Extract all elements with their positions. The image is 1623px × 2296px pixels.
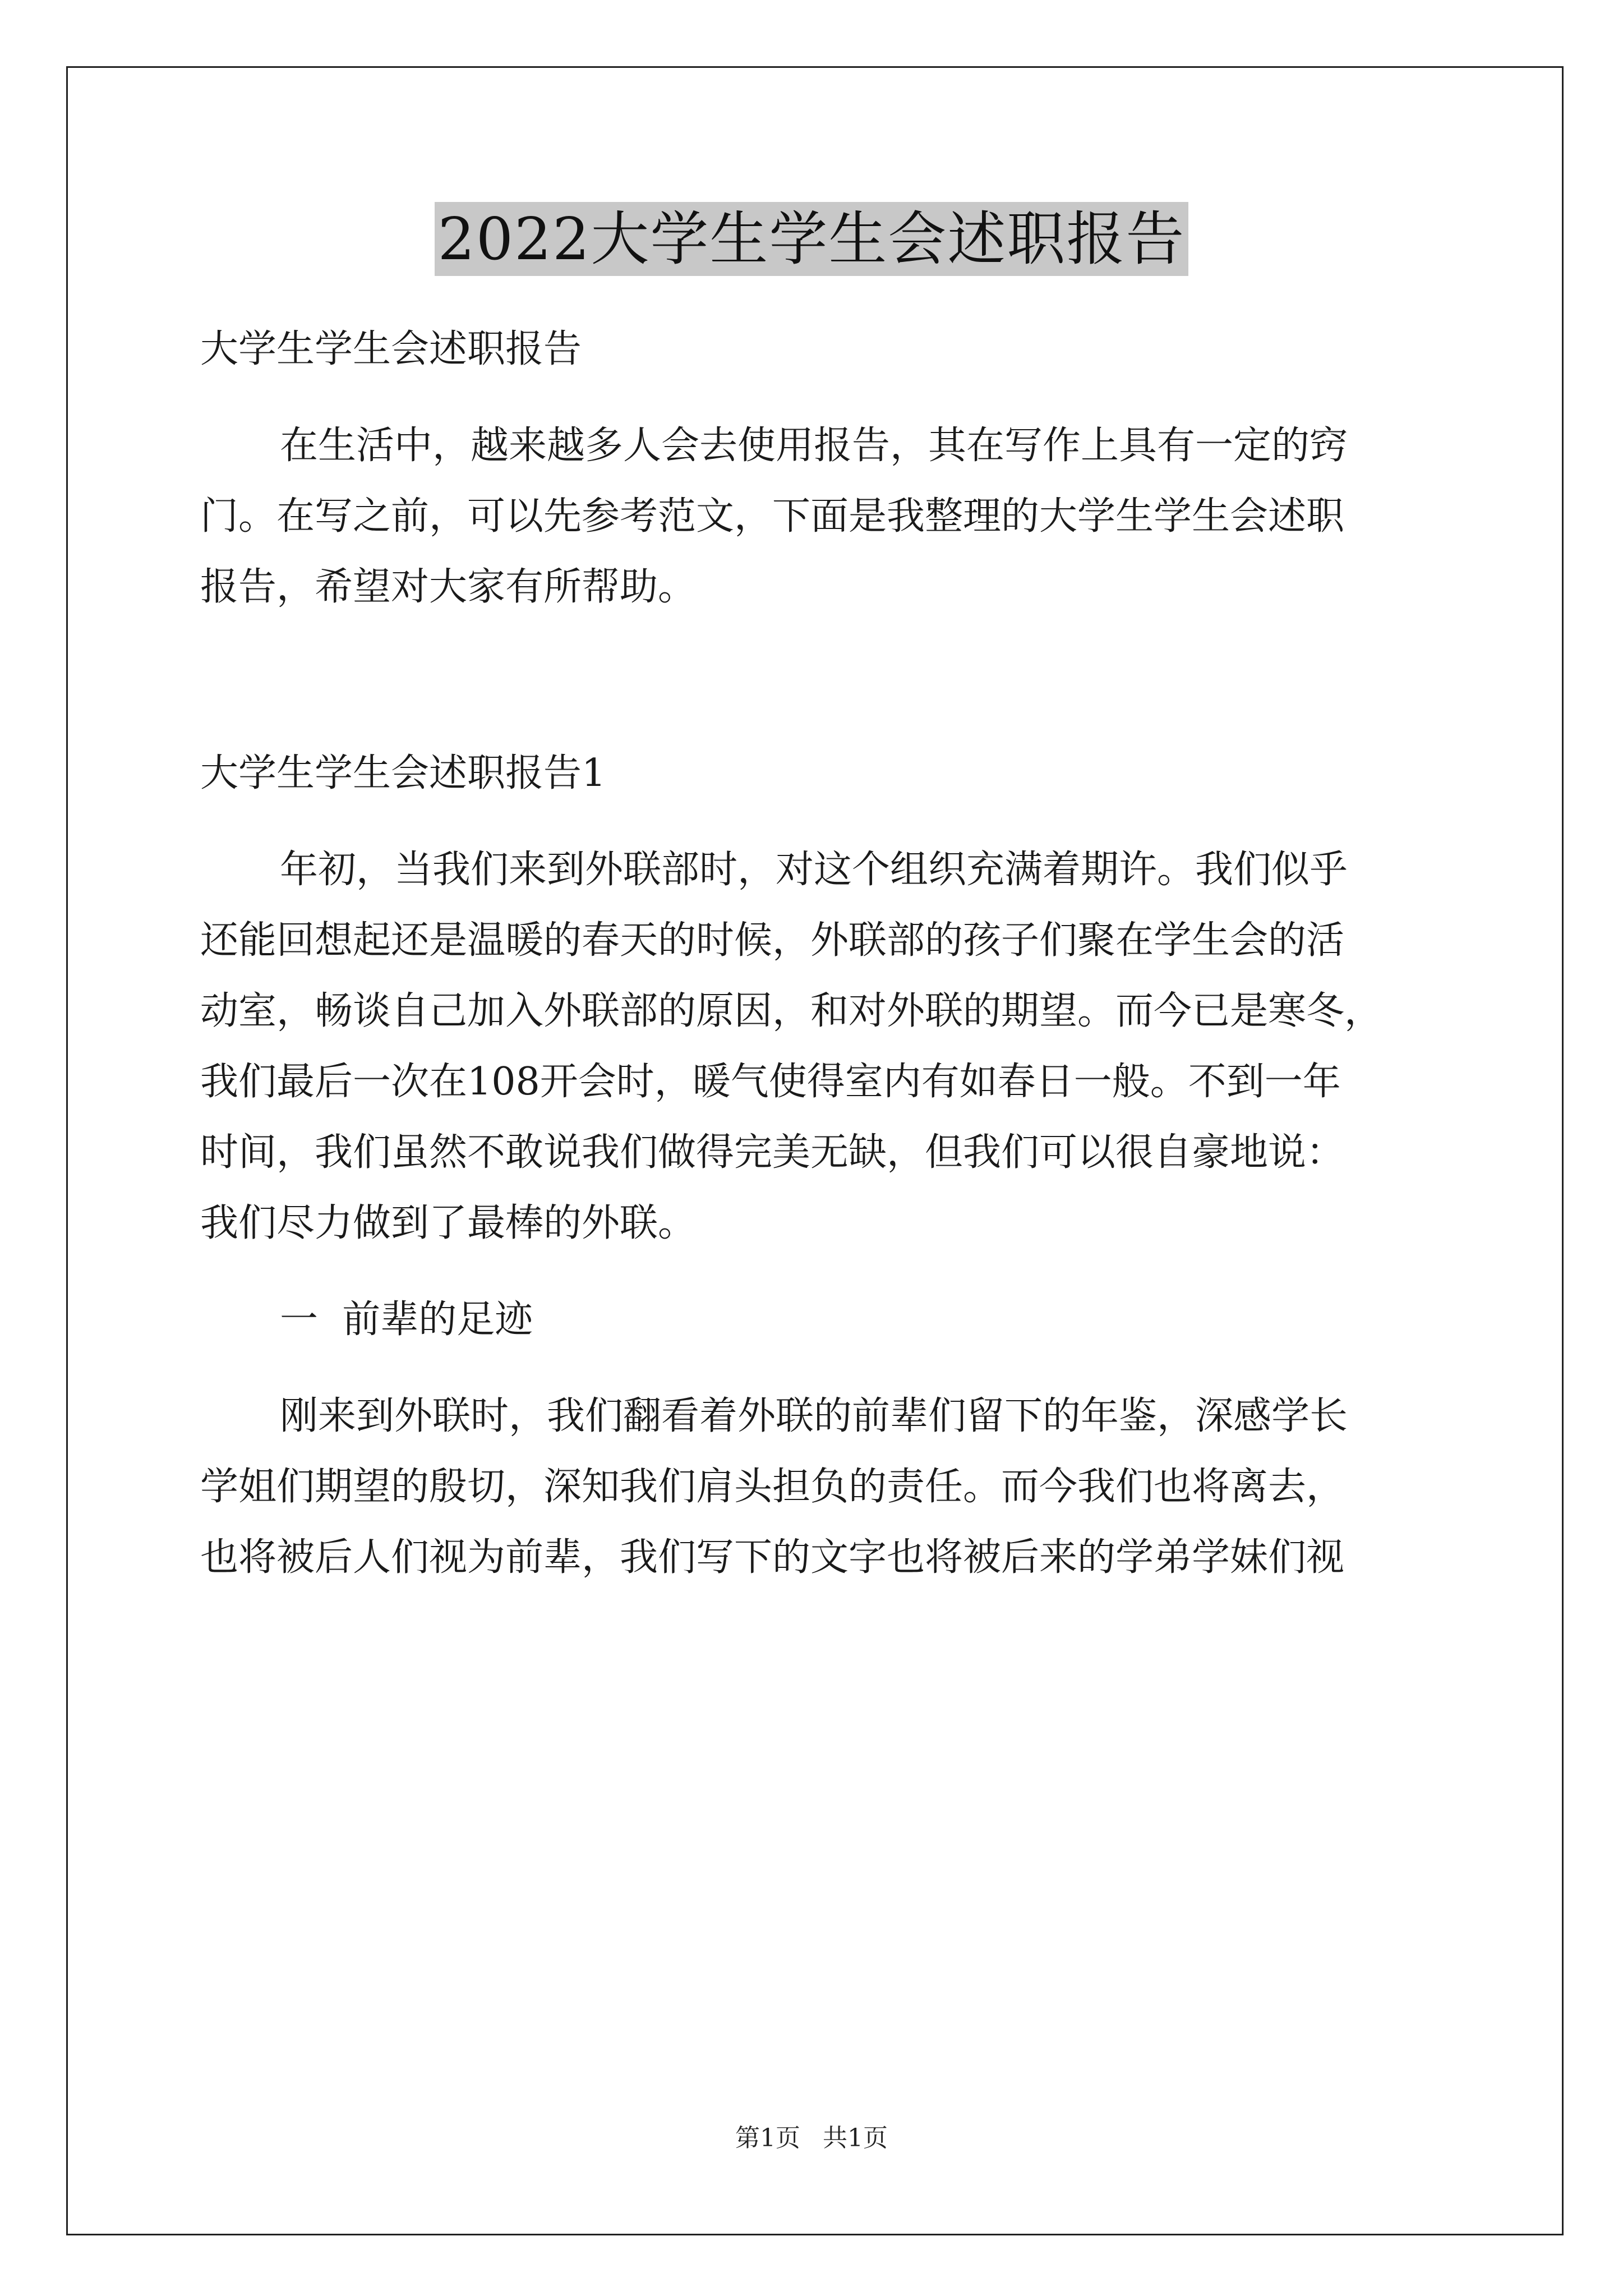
intro-line-2: 门。在写之前，可以先参考范文，下面是我整理的大学生学生会述职 [200,494,1345,539]
section1-para2-line-2: 学姐们期望的殷切，深知我们肩头担负的责任。而今我们也将离去， [200,1465,1345,1509]
page-number: 第1页 [735,2124,800,2152]
section1-para2-line-1: 刚来到外联时，我们翻看着外联的前辈们留下的年鉴，深感学长 [280,1394,1348,1438]
document-body [200,314,1462,1593]
section1-line-6: 我们尽力做到了最棒的外联。 [200,1201,697,1245]
intro-line-1: 在生活中，越来越多人会去使用报告，其在写作上具有一定的窍 [280,424,1348,468]
section1-para2-line-3: 也将被后人们视为前辈，我们写下的文字也将被后来的学弟学妹们视 [200,1535,1345,1580]
section1-line-4: 我们最后一次在108开会时，暖气使得室内有如春日一般。不到一年 [200,1060,1341,1104]
section1-line-1: 年初，当我们来到外联部时，对这个组织充满着期许。我们似乎 [280,848,1348,892]
subheading-predecessors: 一 前辈的足迹 [280,1297,533,1342]
section1-line-5: 时间，我们虽然不敢说我们做得完美无缺，但我们可以很自豪地说： [200,1130,1345,1175]
page-total: 共1页 [823,2124,888,2152]
section-heading-1: 大学生学生会述职报告1 [200,751,606,795]
subtitle: 大学生学生会述职报告 [200,327,582,371]
document-title-container [0,202,1623,276]
section1-line-3: 动室，畅谈自己加入外联部的原因，和对外联的期望。而今已是寒冬， [200,989,1383,1033]
page-footer [0,2118,1623,2154]
intro-line-3: 报告，希望对大家有所帮助。 [200,565,697,609]
document-title: 2022大学生学生会述职报告 [435,202,1189,276]
section1-line-2: 还能回想起还是温暖的春天的时候，外联部的孩子们聚在学生会的活 [200,918,1345,963]
